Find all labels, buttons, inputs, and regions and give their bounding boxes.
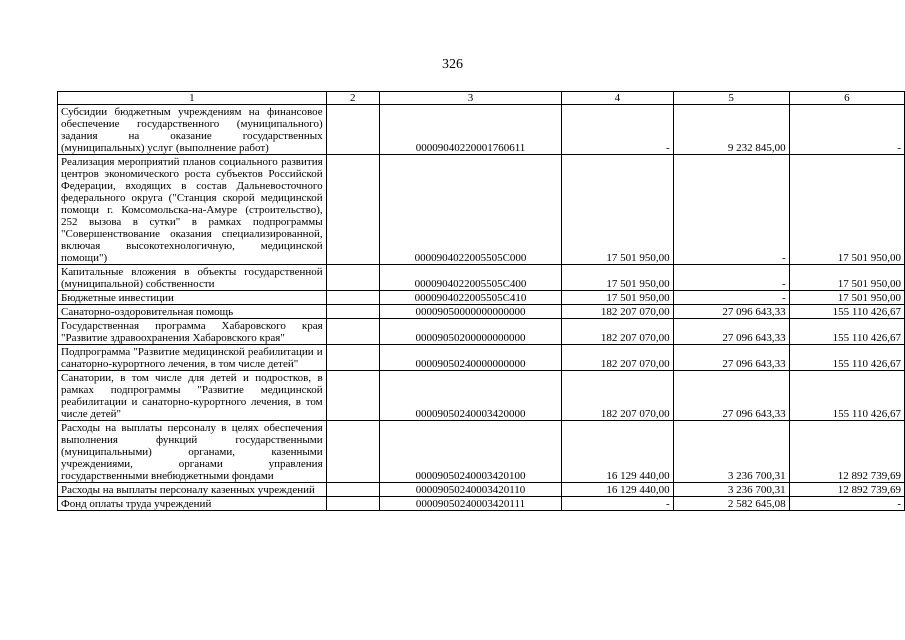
row-value-5: 2 582 645,08	[673, 497, 789, 511]
row-name: Подпрограмма "Развитие медицинской реабилитации и санаторно-курортного лечения, в том числе детей"	[58, 345, 327, 371]
row-value-5: 3 236 700,31	[673, 421, 789, 483]
row-col2	[326, 345, 379, 371]
row-value-5: 27 096 643,33	[673, 305, 789, 319]
column-header-5: 5	[673, 92, 789, 105]
table-row	[58, 319, 905, 345]
row-value-4: -	[562, 105, 673, 155]
row-value-6: 155 110 426,67	[789, 345, 904, 371]
row-value-5: 27 096 643,33	[673, 319, 789, 345]
row-value-4: 182 207 070,00	[562, 371, 673, 421]
table-row	[58, 291, 905, 305]
table-row	[58, 345, 905, 371]
row-col2	[326, 483, 379, 497]
row-value-4: 17 501 950,00	[562, 155, 673, 265]
row-value-4: 182 207 070,00	[562, 319, 673, 345]
page-number: 326	[442, 57, 463, 72]
budget-table	[57, 91, 905, 511]
row-value-5: -	[673, 265, 789, 291]
row-value-6: -	[789, 497, 904, 511]
row-code: 00009050240003420111	[379, 497, 561, 511]
row-value-6: 17 501 950,00	[789, 155, 904, 265]
row-code: 0000904022005505C000	[379, 155, 561, 265]
row-col2	[326, 265, 379, 291]
row-name: Реализация мероприятий планов социального развития центров экономического роста субъектов Российской Федерации, входящих в состав Дальневосточного федерального округа ("Станция скорой медицинской помощи г. Комсомольска-на-Амуре (строительство), 252 вызова в сутки" в рамках подпрограммы "Совершенствование оказания специализированной, включая высокотехнологичную, медицинской помощи")	[58, 155, 327, 265]
row-value-4: 182 207 070,00	[562, 345, 673, 371]
table-row	[58, 497, 905, 511]
row-code: 00009050240003420000	[379, 371, 561, 421]
row-name: Капитальные вложения в объекты государственной (муниципальной) собственности	[58, 265, 327, 291]
row-col2	[326, 105, 379, 155]
row-code: 00009040220001760611	[379, 105, 561, 155]
row-col2	[326, 497, 379, 511]
row-code: 00009050240003420100	[379, 421, 561, 483]
table-row	[58, 105, 905, 155]
table-row	[58, 421, 905, 483]
row-code: 00009050000000000000	[379, 305, 561, 319]
row-value-6: 155 110 426,67	[789, 319, 904, 345]
row-value-4: -	[562, 497, 673, 511]
column-header-1: 1	[58, 92, 327, 105]
row-col2	[326, 155, 379, 265]
row-code: 0000904022005505C400	[379, 265, 561, 291]
row-value-4: 17 501 950,00	[562, 291, 673, 305]
table-header-row	[58, 92, 905, 105]
column-header-4: 4	[562, 92, 673, 105]
table-row	[58, 483, 905, 497]
row-value-5: 27 096 643,33	[673, 345, 789, 371]
row-name: Расходы на выплаты персоналу казенных учреждений	[58, 483, 327, 497]
row-value-5: 9 232 845,00	[673, 105, 789, 155]
table-row	[58, 155, 905, 265]
row-code: 0000904022005505C410	[379, 291, 561, 305]
column-header-6: 6	[789, 92, 904, 105]
row-value-6: -	[789, 105, 904, 155]
row-col2	[326, 291, 379, 305]
row-name: Санатории, в том числе для детей и подростков, в рамках подпрограммы "Развитие медицинской реабилитации и санаторно-курортного лечения, в том числе детей"	[58, 371, 327, 421]
row-value-5: 3 236 700,31	[673, 483, 789, 497]
row-col2	[326, 371, 379, 421]
row-value-6: 17 501 950,00	[789, 265, 904, 291]
row-code: 00009050240003420110	[379, 483, 561, 497]
row-code: 00009050200000000000	[379, 319, 561, 345]
row-col2	[326, 305, 379, 319]
row-value-4: 17 501 950,00	[562, 265, 673, 291]
row-value-6: 155 110 426,67	[789, 305, 904, 319]
row-value-4: 16 129 440,00	[562, 483, 673, 497]
row-value-4: 182 207 070,00	[562, 305, 673, 319]
row-value-6: 12 892 739,69	[789, 421, 904, 483]
row-value-5: -	[673, 155, 789, 265]
row-col2	[326, 421, 379, 483]
row-col2	[326, 319, 379, 345]
row-name: Санаторно-оздоровительная помощь	[58, 305, 327, 319]
column-header-2: 2	[326, 92, 379, 105]
row-name: Субсидии бюджетным учреждениям на финансовое обеспечение государственного (муниципального) задания на оказание государственных (муниципальных) услуг (выполнение работ)	[58, 105, 327, 155]
table-row	[58, 305, 905, 319]
row-value-6: 12 892 739,69	[789, 483, 904, 497]
column-header-3: 3	[379, 92, 561, 105]
row-value-6: 155 110 426,67	[789, 371, 904, 421]
row-value-4: 16 129 440,00	[562, 421, 673, 483]
row-value-6: 17 501 950,00	[789, 291, 904, 305]
row-name: Фонд оплаты труда учреждений	[58, 497, 327, 511]
row-value-5: 27 096 643,33	[673, 371, 789, 421]
table-row	[58, 265, 905, 291]
row-code: 00009050240000000000	[379, 345, 561, 371]
row-value-5: -	[673, 291, 789, 305]
row-name: Расходы на выплаты персоналу в целях обеспечения выполнения функций государственными (муниципальными) органами, казенными учреждениями, органами управления государственными внебюджетными фондами	[58, 421, 327, 483]
row-name: Бюджетные инвестиции	[58, 291, 327, 305]
row-name: Государственная программа Хабаровского края "Развитие здравоохранения Хабаровского края"	[58, 319, 327, 345]
table-row	[58, 371, 905, 421]
